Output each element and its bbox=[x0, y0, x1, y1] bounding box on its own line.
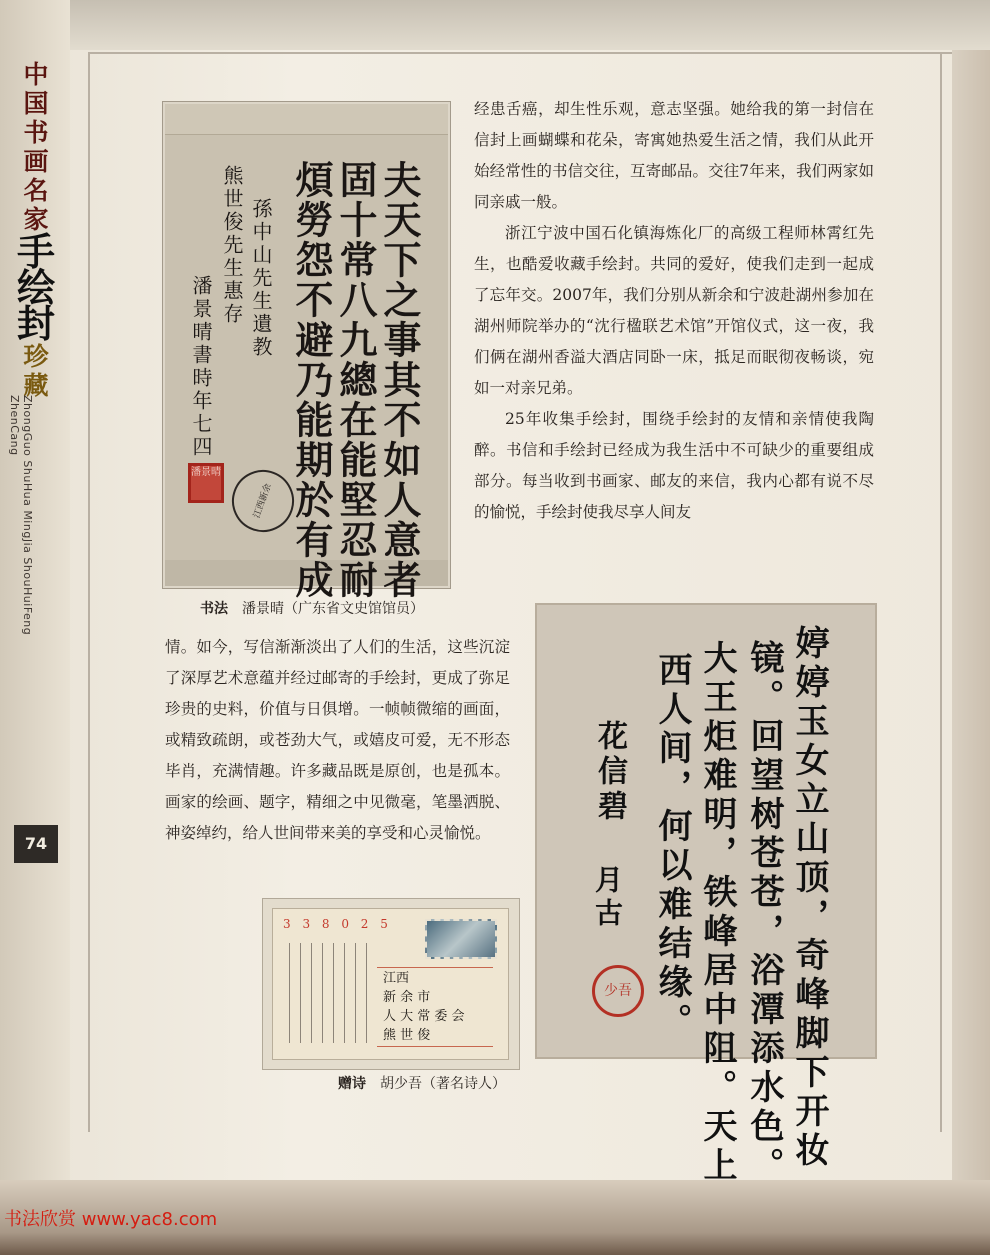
frame-right-rule bbox=[940, 52, 942, 1132]
left-column-text bbox=[165, 632, 510, 849]
calligraphy1-source: 孫中山先生遺教 bbox=[249, 198, 273, 359]
top-band bbox=[0, 0, 990, 50]
paragraph-3: 25年收集手绘封，围绕手绘封的友情和亲情使我陶醉。书信和手绘封已经成为我生活中不可缺少的重要组成部分。每当收到书画家、邮友的来信，我内心都有说不尽的愉悦，手绘封使我尽享人间友 bbox=[474, 410, 874, 521]
address-line-1: 江西 bbox=[383, 971, 410, 986]
calligraphy1-signature: 潘景晴書時年七四 bbox=[189, 275, 213, 459]
calligraphy2-column-3: 大王炬难明，铁峰居中阻。天上 bbox=[697, 640, 737, 1186]
envelope-address bbox=[383, 969, 465, 1045]
calligraphy1-column-1: 夫天下之事其不如人意者 bbox=[377, 160, 422, 600]
envelope-calligraphy bbox=[283, 943, 369, 1043]
calligraphy2-date: 月古 bbox=[591, 865, 624, 931]
address-line-3: 人 大 常 委 会 bbox=[383, 1009, 465, 1024]
calligraphy1-recipient: 熊世俊先生惠存 bbox=[220, 165, 244, 326]
series-hand-painted: 手绘 bbox=[16, 229, 55, 310]
calligraphy1-seal: 潘景晴 bbox=[188, 463, 224, 503]
series-treasure-1: 珍 bbox=[23, 342, 49, 371]
calligraphy1-column-3: 煩勞怨不避乃能期於有成 bbox=[289, 160, 334, 600]
series-title bbox=[6, 60, 66, 400]
paragraph-1: 经患舌癌，却生性乐观，意志坚强。她给我的第一封信在信封上画蝴蝶和花朵，寄寓她热爱生活之情，我们从此开始经常性的书信交往，互寄邮品。交往7年来，我们两家如同亲戚一般。 bbox=[474, 100, 874, 211]
caption-1-label: 书法 bbox=[200, 601, 228, 617]
caption-2 bbox=[338, 1073, 506, 1093]
postmark: 江西新余 bbox=[223, 461, 302, 540]
postage-stamp bbox=[425, 919, 497, 959]
series-envelope: 封 bbox=[16, 301, 55, 346]
series-char-4: 画 bbox=[23, 147, 49, 176]
caption-2-label: 赠诗 bbox=[338, 1076, 366, 1092]
series-treasure-2: 藏 bbox=[23, 371, 49, 400]
right-strip bbox=[952, 50, 990, 1180]
series-char-3: 书 bbox=[23, 118, 49, 147]
watermark: 书法欣赏 www.yac8.com bbox=[4, 1209, 218, 1230]
address-line-2: 新 余 市 bbox=[383, 990, 431, 1005]
calligraphy2-column-2: 镜。回望树苍苍，浴潭添水色。 bbox=[744, 640, 784, 1186]
page-number: 74 bbox=[14, 825, 58, 863]
caption-2-text: 胡少吾（著名诗人） bbox=[380, 1076, 506, 1092]
series-char-2: 国 bbox=[23, 89, 49, 118]
calligraphy1-column-2: 固十常八九總在能堅忍耐 bbox=[333, 160, 378, 600]
calligraphy2-column-1: 婷婷玉女立山顶，奇峰脚下开妆 bbox=[789, 625, 829, 1171]
series-char-1: 中 bbox=[23, 60, 49, 89]
series-char-6: 家 bbox=[23, 205, 49, 234]
series-pinyin: ZhongGuo ShuHua MingJia ShouHuiFeng ZhenCang bbox=[8, 395, 34, 636]
paragraph-4: 情。如今，写信渐渐淡出了人们的生活，这些沉淀了深厚艺术意蕴并经过邮寄的手绘封，更成了弥足珍贵的史料，价值与日俱增。一帧帧微缩的画面，或精致疏朗，或苍劲大气，或嬉皮可爱，无不形态毕肖，充满情趣。许多藏品既是原创，也是孤本。画家的绘画、题字，精细之中见微毫，笔墨洒脱、神姿绰约，给人世间带来美的享受和心灵愉悦。 bbox=[165, 638, 510, 842]
caption-1 bbox=[200, 598, 424, 618]
caption-1-text: 潘景晴（广东省文史馆馆员） bbox=[242, 601, 424, 617]
calligraphy2-signature: 花信碧 bbox=[592, 720, 627, 825]
envelope-image bbox=[272, 908, 509, 1060]
frame-top-rule bbox=[88, 52, 952, 54]
address-line-4: 熊 世 俊 bbox=[383, 1028, 431, 1043]
envelope-flap bbox=[165, 104, 448, 135]
postal-code: 3 3 8 0 2 5 bbox=[283, 917, 392, 931]
right-column-text bbox=[474, 94, 874, 528]
frame-left-rule bbox=[88, 52, 90, 1132]
series-char-5: 名 bbox=[23, 176, 49, 205]
paragraph-2: 浙江宁波中国石化镇海炼化厂的高级工程师林霄红先生，也酷爱收藏手绘封。共同的爱好，使我们走到一起成了忘年交。2007年，我们分别从新余和宁波赴湖州参加在湖州师院举办的“沈行楹联艺术馆”开馆仪式，这一夜，我们俩在湖州香溢大酒店同卧一床，抵足而眠彻夜畅谈，宛如一对亲兄弟。 bbox=[474, 224, 874, 397]
calligraphy2-column-4: 西人间，何以难结缘。 bbox=[652, 652, 692, 1042]
calligraphy2-seal: 少吾 bbox=[592, 965, 644, 1017]
